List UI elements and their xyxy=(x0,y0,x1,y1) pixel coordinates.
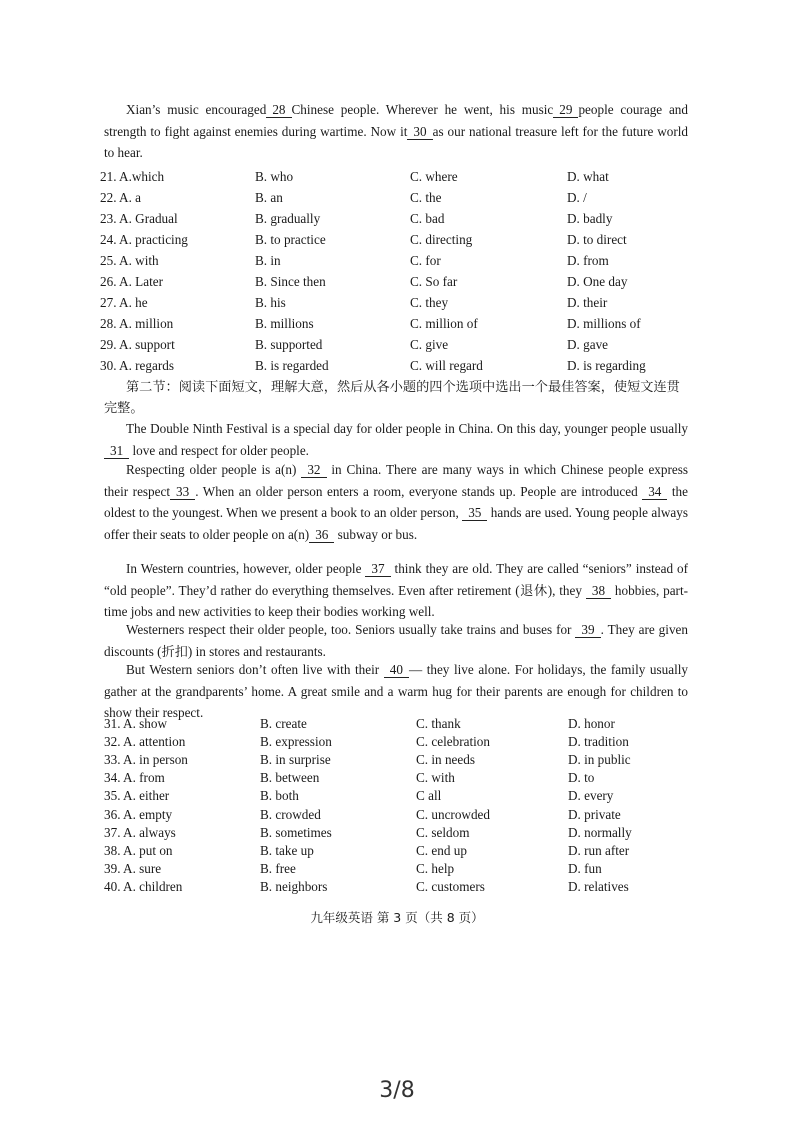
option-c: C. in needs xyxy=(416,752,475,768)
options-table-21-30 xyxy=(100,166,646,376)
option-b: B. between xyxy=(260,770,320,786)
text: in China. There are many ways in which Chinese people express their respect xyxy=(104,462,688,499)
option-c: C. with xyxy=(416,770,455,786)
passage2-paragraph-4 xyxy=(104,619,688,662)
option-d: D. to direct xyxy=(567,231,627,247)
text: as our national treasure left for the future world to hear. xyxy=(104,123,688,160)
option-b: B. is regarded xyxy=(255,357,329,373)
option-c: C. where xyxy=(410,168,458,184)
text: Westerners respect their older people, too. Seniors usually take trains and buses for xyxy=(126,622,572,637)
option-c: C. So far xyxy=(410,273,458,289)
option-d: D. millions of xyxy=(567,315,641,331)
option-row xyxy=(104,860,632,878)
option-d: D. One day xyxy=(567,273,628,289)
option-c: C all xyxy=(416,788,442,804)
option-row xyxy=(104,805,632,823)
text: subway or bus. xyxy=(337,526,418,542)
passage1-paragraph xyxy=(104,99,688,164)
question-option-a: 40. A. children xyxy=(104,878,183,894)
option-b: B. crowded xyxy=(260,806,321,822)
option-row xyxy=(100,229,646,250)
option-row xyxy=(100,271,646,292)
question-option-a: 38. A. put on xyxy=(104,842,173,858)
section-heading: 第二节：阅读下面短文，理解大意，然后从各小题的四个选项中选出一个最佳答案，使短文连贯完整。 xyxy=(104,380,680,416)
text: hobbies, part-time jobs and new activities to keep their bodies working well. xyxy=(104,582,689,619)
question-option-a: 26. A. Later xyxy=(100,273,163,289)
question-option-a: 30. A. regards xyxy=(100,357,174,373)
option-c: C. give xyxy=(410,336,449,352)
blank-40: 40 xyxy=(384,662,409,678)
option-c: C. they xyxy=(410,294,449,310)
option-row xyxy=(100,250,646,271)
text: — they live alone. For holidays, the family usually gather at the grandparents’ home. A great smile and a warm hug for their parents are enough for children to show their respect. xyxy=(104,662,688,720)
option-c: C. bad xyxy=(410,210,445,226)
option-c: C. seldom xyxy=(416,824,470,840)
page-footer: 九年级英语 第 3 页（共 8 页） xyxy=(310,910,484,925)
option-c: C. end up xyxy=(416,842,467,858)
option-c: C. will regard xyxy=(410,357,483,373)
text: hands are used. Young people always offer their seats to older people on a(n) xyxy=(104,505,688,542)
option-d: D. private xyxy=(568,806,621,822)
text: love and respect for older people. xyxy=(132,442,309,458)
option-c: C. thank xyxy=(416,716,461,732)
question-option-a: 35. A. either xyxy=(104,788,170,804)
option-b: B. expression xyxy=(260,734,332,750)
blank-39: 39 xyxy=(575,622,600,638)
option-b: B. his xyxy=(255,294,286,310)
text: people courage and strength to fight against enemies during wartime. Now it xyxy=(104,102,688,139)
option-d: D. from xyxy=(567,252,609,268)
text: In Western countries, however, older people xyxy=(126,561,362,576)
option-d: D. fun xyxy=(568,860,602,876)
option-d: D. gave xyxy=(567,336,609,352)
text: think they are old. They are called “seniors” instead of “old people”. They’d rather do everything themselves. Even after retirement (退休), they xyxy=(104,561,688,598)
question-option-a: 32. A. attention xyxy=(104,734,186,750)
option-row xyxy=(100,208,646,229)
option-row xyxy=(100,313,646,334)
option-c: C. million of xyxy=(410,315,478,331)
option-row xyxy=(104,715,632,733)
option-d: D. relatives xyxy=(568,878,629,894)
blank-30: 30 xyxy=(407,124,432,140)
text: The Double Ninth Festival is a special day for older people in China. On this day, younger people usually xyxy=(126,421,688,436)
option-b: B. sometimes xyxy=(260,824,332,840)
blank-29: 29 xyxy=(553,102,578,118)
text: Xian’s music encouraged xyxy=(126,102,267,117)
question-option-a: 36. A. empty xyxy=(104,806,173,822)
option-b: B. create xyxy=(260,716,307,732)
option-b: B. to practice xyxy=(255,231,326,247)
option-row xyxy=(104,878,632,896)
option-b: B. in xyxy=(255,252,281,268)
option-c: C. uncrowded xyxy=(416,806,490,822)
text: the oldest to the youngest. When we present a book to an older person, xyxy=(104,483,689,520)
question-option-a: 23. A. Gradual xyxy=(100,210,178,226)
blank-33: 33 xyxy=(170,484,195,500)
question-option-a: 28. A. million xyxy=(100,315,174,331)
blank-31: 31 xyxy=(104,443,129,459)
option-b: B. who xyxy=(255,168,294,184)
option-c: C. the xyxy=(410,189,442,205)
option-row xyxy=(100,334,646,355)
page-indicator: 3/8 xyxy=(379,1078,415,1103)
option-d: D. what xyxy=(567,168,609,184)
option-d: D. honor xyxy=(568,716,615,732)
option-b: B. take up xyxy=(260,842,314,858)
question-option-a: 29. A. support xyxy=(100,336,175,352)
option-d: D. every xyxy=(568,788,614,804)
option-d: D. run after xyxy=(568,842,630,858)
option-row xyxy=(100,187,646,208)
question-option-a: 34. A. from xyxy=(104,770,165,786)
option-b: B. free xyxy=(260,860,296,876)
option-row xyxy=(104,769,632,787)
option-row xyxy=(100,292,646,313)
option-c: C. celebration xyxy=(416,734,490,750)
blank-38: 38 xyxy=(586,583,611,599)
option-row xyxy=(104,842,632,860)
option-row xyxy=(104,751,632,769)
question-option-a: 37. A. always xyxy=(104,824,176,840)
text: . They are given discounts (折扣) in stores and restaurants. xyxy=(104,622,688,659)
option-c: C. directing xyxy=(410,231,473,247)
text: Chinese people. Wherever he went, his music xyxy=(291,102,554,117)
option-b: B. supported xyxy=(255,336,323,352)
option-c: C. help xyxy=(416,860,455,876)
question-option-a: 21. A.which xyxy=(100,168,165,184)
passage2-paragraph-2 xyxy=(104,459,688,545)
option-c: C. customers xyxy=(416,878,485,894)
blank-32: 32 xyxy=(301,462,326,478)
option-b: B. gradually xyxy=(255,210,321,226)
option-d: D. is regarding xyxy=(567,357,646,373)
question-option-a: 24. A. practicing xyxy=(100,231,188,247)
text: . When an older person enters a room, everyone stands up. People are introduced xyxy=(195,483,638,499)
option-d: D. tradition xyxy=(568,734,629,750)
text: Respecting older people is a(n) xyxy=(126,462,297,477)
question-option-a: 25. A. with xyxy=(100,252,159,268)
option-d: D. badly xyxy=(567,210,613,226)
option-row xyxy=(100,166,646,187)
option-b: B. Since then xyxy=(255,273,326,289)
option-b: B. in surprise xyxy=(260,752,331,768)
option-b: B. neighbors xyxy=(260,878,328,894)
option-row xyxy=(104,824,632,842)
question-option-a: 39. A. sure xyxy=(104,860,162,876)
blank-35: 35 xyxy=(462,505,487,521)
passage2-paragraph-5 xyxy=(104,659,688,724)
question-option-a: 27. A. he xyxy=(100,294,148,310)
option-row xyxy=(104,733,632,751)
blank-34: 34 xyxy=(642,484,667,500)
passage2-paragraph-3 xyxy=(104,558,688,623)
option-b: B. millions xyxy=(255,315,314,331)
blank-37: 37 xyxy=(365,561,390,577)
blank-36: 36 xyxy=(309,527,334,543)
options-table-31-40 xyxy=(104,715,632,896)
blank-28: 28 xyxy=(266,102,291,118)
passage2-paragraph-1 xyxy=(104,418,688,461)
option-d: D. normally xyxy=(568,824,632,840)
option-d: D. / xyxy=(567,189,587,205)
option-row xyxy=(100,355,646,376)
option-c: C. for xyxy=(410,252,441,268)
option-b: B. both xyxy=(260,788,299,804)
option-row xyxy=(104,787,632,805)
text: But Western seniors don’t often live with their xyxy=(126,662,380,677)
question-option-a: 22. A. a xyxy=(100,189,142,205)
option-d: D. to xyxy=(568,770,595,786)
option-b: B. an xyxy=(255,189,283,205)
option-d: D. their xyxy=(567,294,608,310)
option-d: D. in public xyxy=(568,752,631,768)
question-option-a: 33. A. in person xyxy=(104,752,188,768)
question-option-a: 31. A. show xyxy=(104,716,168,732)
